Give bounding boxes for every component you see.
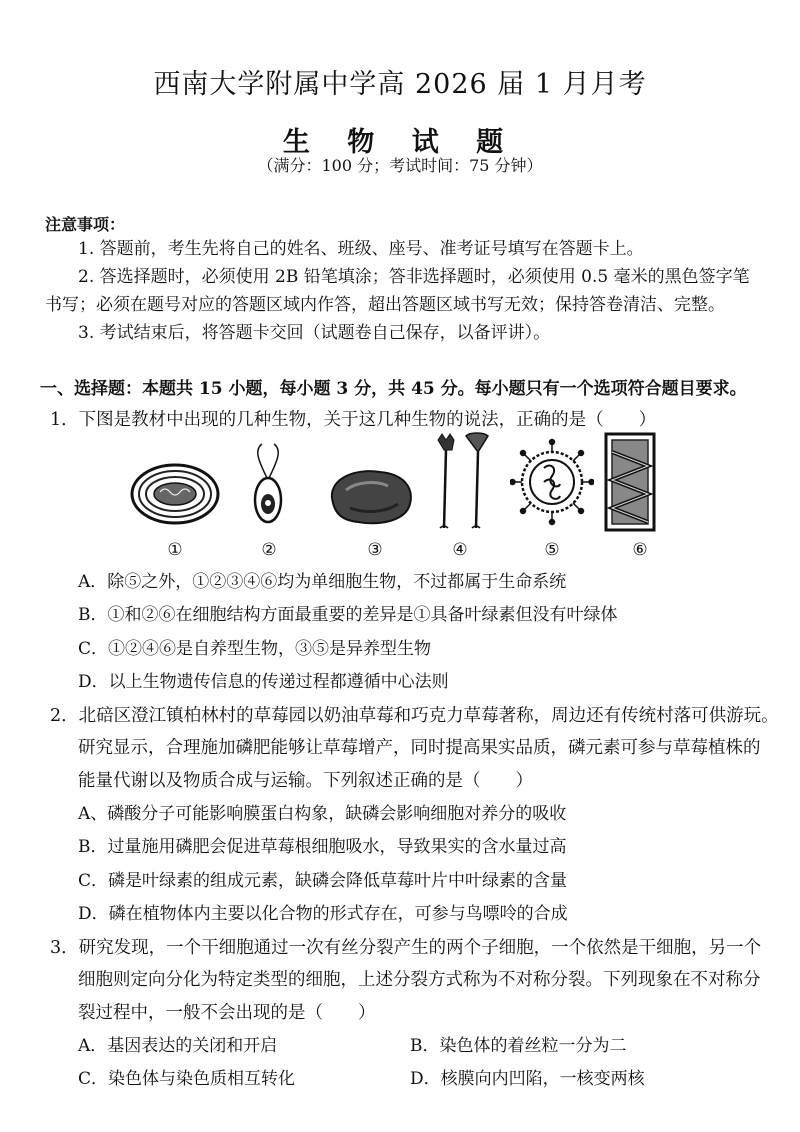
figure-6-image bbox=[602, 432, 658, 536]
figure-1-image bbox=[130, 462, 220, 530]
notice-item: 书写；必须在题号对应的答题区域内作答，超出答题区域书写无效；保持答卷清洁、完整。 bbox=[45, 295, 725, 315]
question-3-option-b: B．染色体的着丝粒一分为二 bbox=[410, 1036, 627, 1056]
question-3-option-a: A．基因表达的关闭和开启 bbox=[78, 1036, 278, 1056]
figure-label: ④ bbox=[452, 540, 468, 560]
question-3-option-c: C．染色体与染色质相互转化 bbox=[78, 1069, 296, 1089]
notice-item: 1. 答题前，考生先将自己的姓名、班级、座号、准考证号填写在答题卡上。 bbox=[78, 239, 644, 259]
figure-4-image bbox=[432, 432, 492, 536]
section-label: 一、 bbox=[40, 379, 74, 399]
figure-2-image bbox=[248, 440, 288, 534]
figure-5-image bbox=[510, 432, 594, 534]
question-2-option-a: A、磷酸分子可能影响膜蛋白构象，缺磷会影响细胞对养分的吸收 bbox=[78, 804, 567, 824]
section-heading bbox=[40, 374, 747, 399]
question-3-stem: 裂过程中，一般不会出现的是（ ） bbox=[78, 1003, 376, 1023]
question-1-option-d: D．以上生物遗传信息的传递过程都遵循中心法则 bbox=[78, 672, 449, 692]
exam-title: 西南大学附属中学高 2026 届 1 月月考 bbox=[153, 69, 647, 100]
question-2-stem: 研究显示，合理施加磷肥能够让草莓增产，同时提高果实品质，磷元素可参与草莓植株的 bbox=[78, 738, 761, 758]
organism-figures bbox=[130, 432, 670, 562]
question-1-option-b: B．①和②⑥在细胞结构方面最重要的差异是①具备叶绿素但没有叶绿体 bbox=[78, 605, 618, 625]
figure-label: ⑥ bbox=[632, 540, 648, 560]
question-2-option-b: B．过量施用磷肥会促进草莓根细胞吸水，导致果实的含水量过高 bbox=[78, 837, 567, 857]
question-3-stem: 细胞则定向分化为特定类型的细胞，上述分裂方式称为不对称分裂。下列现象在不对称分 bbox=[78, 970, 761, 990]
figure-label: ⑤ bbox=[544, 540, 560, 560]
section-name: 选择题： bbox=[74, 379, 142, 399]
question-2-stem: 2．北碚区澄江镇柏林村的草莓园以奶油草莓和巧克力草莓著称，周边还有传统村落可供游玩。 bbox=[50, 706, 779, 726]
notice-heading: 注意事项： bbox=[45, 215, 126, 234]
figure-3-image bbox=[326, 464, 416, 532]
figure-label: ① bbox=[167, 540, 183, 560]
figure-label: ② bbox=[261, 540, 277, 560]
question-2-option-c: C．磷是叶绿素的组成元素，缺磷会降低草莓叶片中叶绿素的含量 bbox=[78, 871, 568, 891]
question-1-option-a: A．除⑤之外，①②③④⑥均为单细胞生物，不过都属于生命系统 bbox=[78, 572, 567, 592]
question-2-option-d: D．磷在植物体内主要以化合物的形式存在，可参与鸟嘌呤的合成 bbox=[78, 904, 568, 924]
figure-label: ③ bbox=[367, 540, 383, 560]
question-3-option-d: D．核膜向内凹陷，一核变两核 bbox=[410, 1069, 645, 1089]
question-2-stem: 能量代谢以及物质合成与运输。下列叙述正确的是（ ） bbox=[78, 771, 533, 791]
subject-title: 生 物 试 题 bbox=[282, 127, 518, 158]
question-1-stem: 1．下图是教材中出现的几种生物，关于这几种生物的说法，正确的是（ ） bbox=[50, 410, 657, 430]
section-desc: 本题共 15 小题，每小题 3 分，共 45 分。每小题只有一个选项符合题目要求。 bbox=[142, 379, 747, 399]
exam-meta: （满分：100 分；考试时间：75 分钟） bbox=[257, 156, 543, 175]
notice-item: 2. 答选择题时，必须使用 2B 铅笔填涂；答非选择题时，必须使用 0.5 毫米的黑色签字笔 bbox=[78, 267, 750, 287]
notice-item: 3. 考试结束后，将答题卡交回（试题卷自己保存，以备评讲）。 bbox=[78, 323, 551, 343]
question-3-stem: 3．研究发现，一个干细胞通过一次有丝分裂产生的两个子细胞，一个依然是干细胞，另一个 bbox=[50, 938, 762, 958]
question-1-option-c: C．①②④⑥是自养型生物，③⑤是异养型生物 bbox=[78, 639, 432, 659]
